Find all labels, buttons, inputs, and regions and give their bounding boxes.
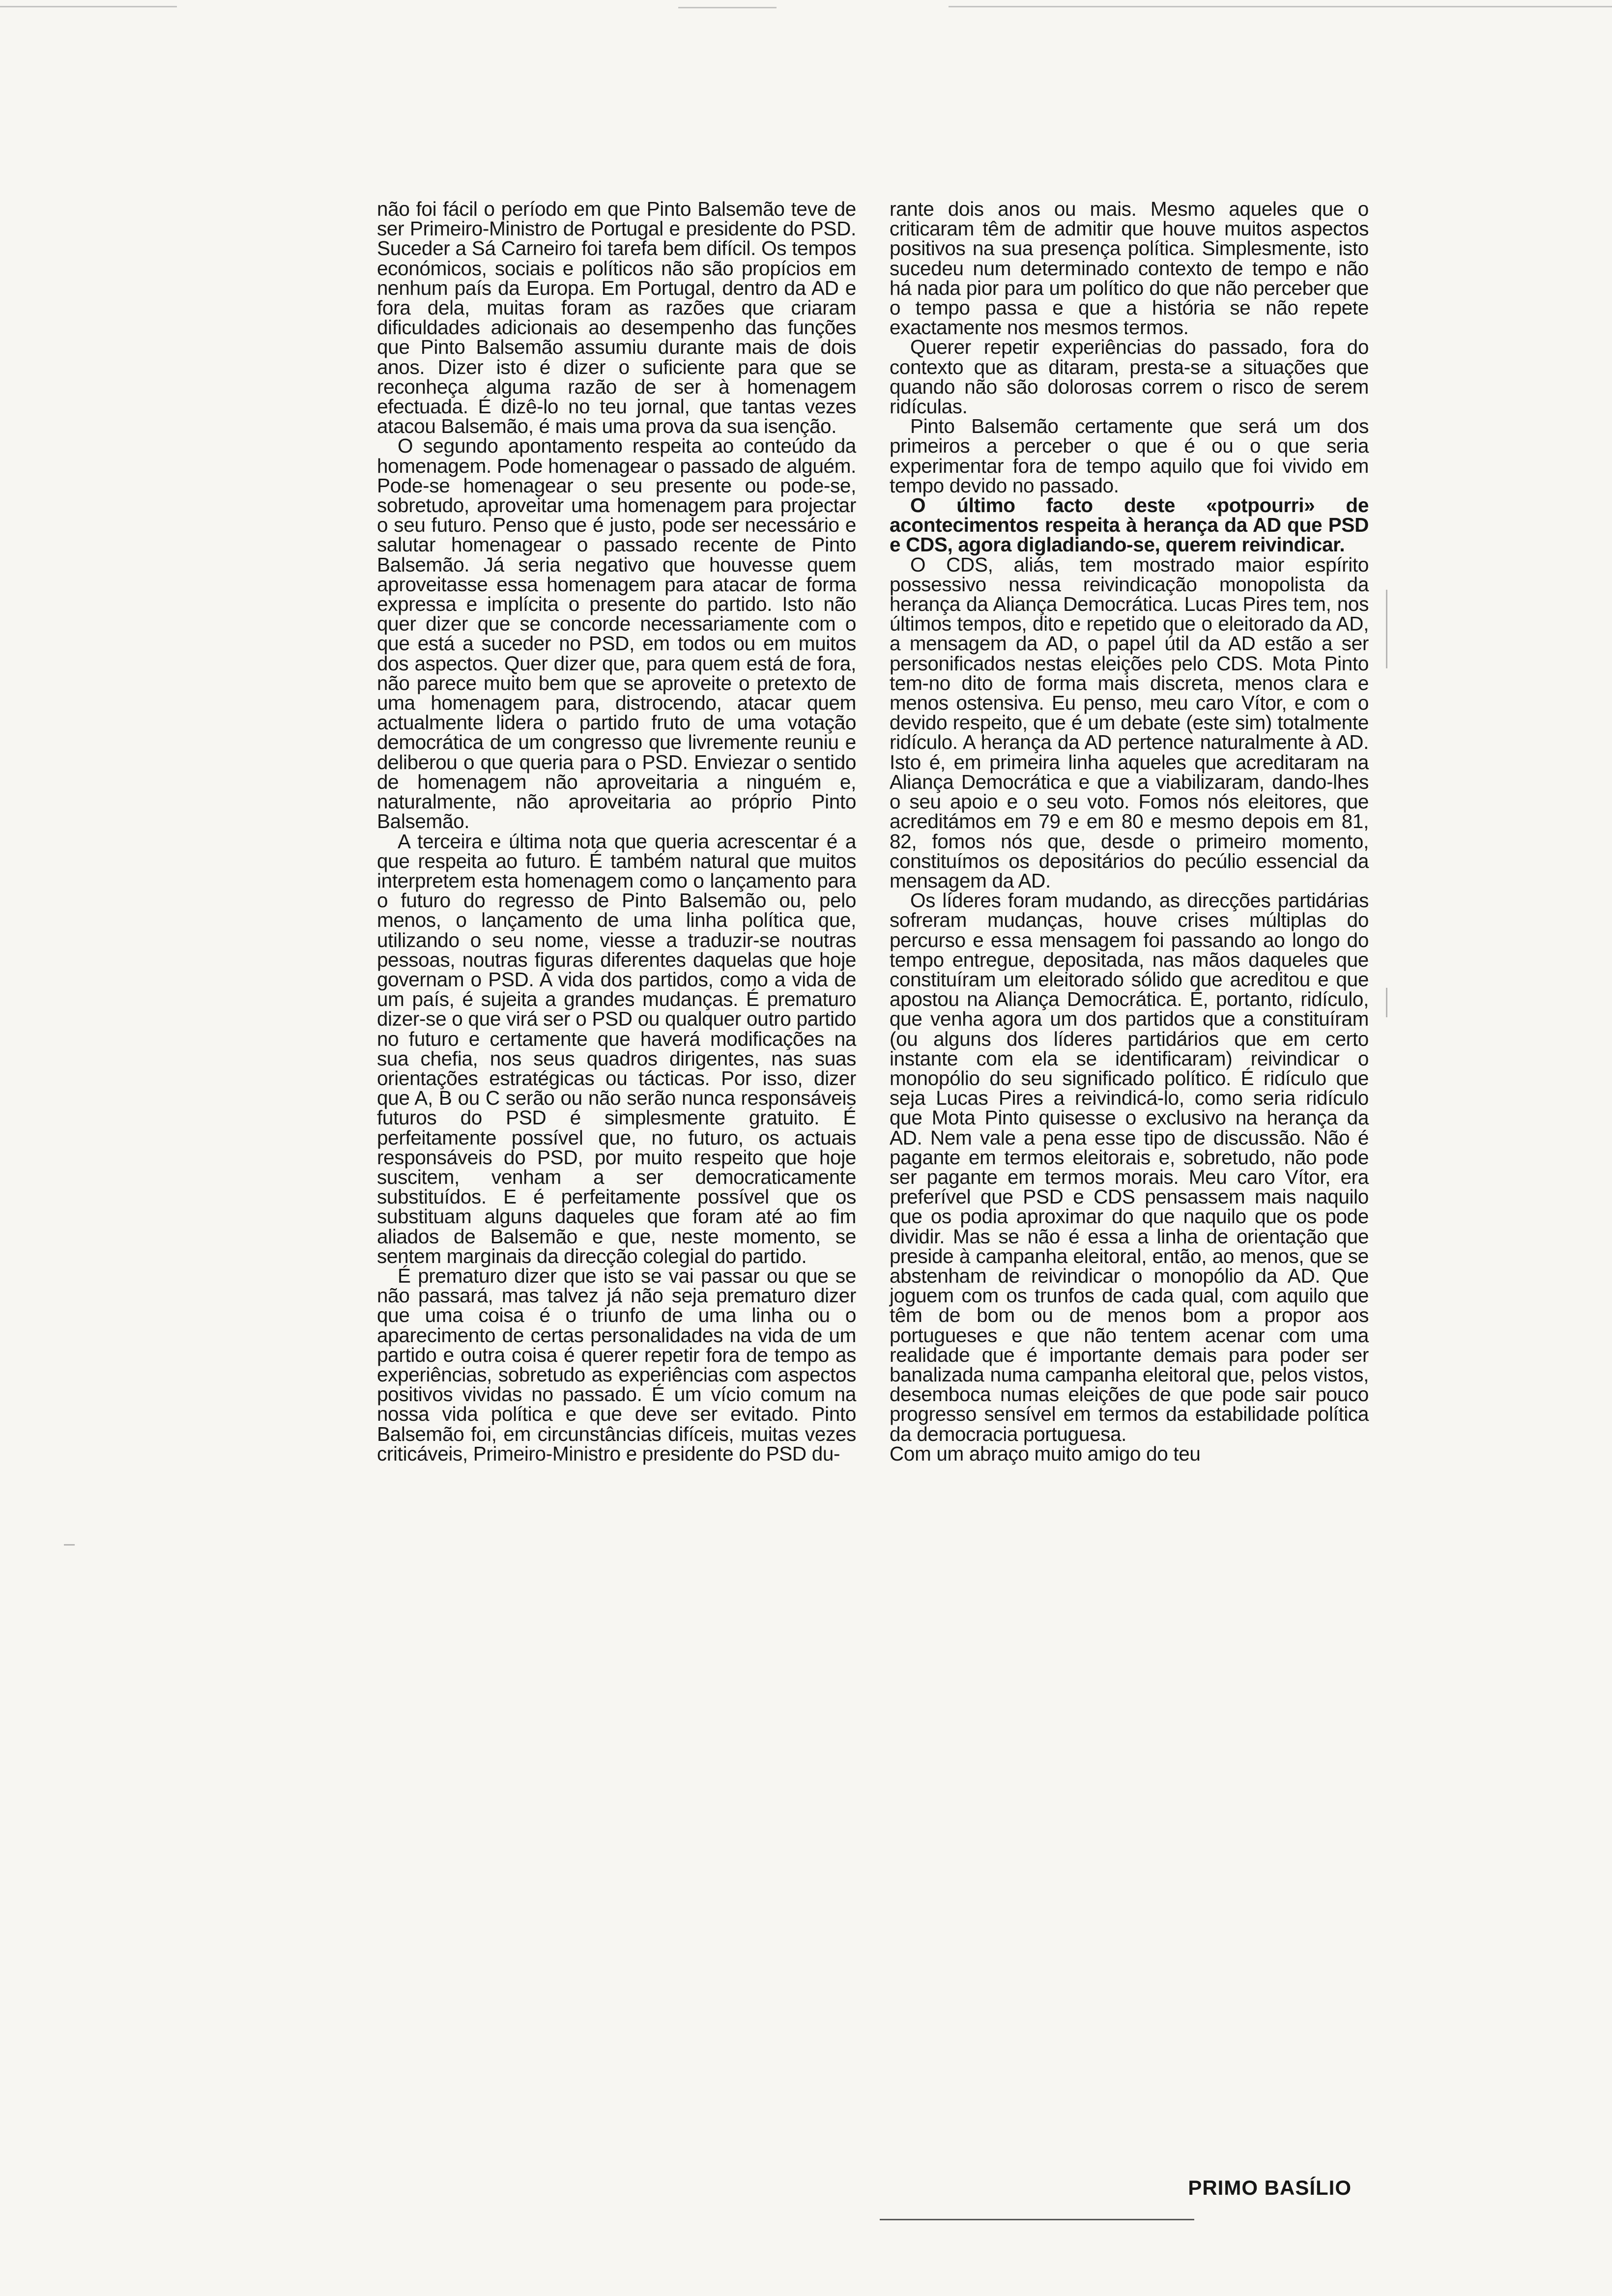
article-paragraph: A terceira e última nota que queria acrescentar é a que respeita ao futuro. É também natural que muitos interpretem esta homenagem como o lançamento para o futuro do regresso de Pinto Balsemão ou, pelo menos, o lançamento de uma linha política que, utilizando o seu nome, viesse a traduzir-se noutras pessoas, noutras figuras diferentes daquelas que hoje governam o PSD. A vida dos partidos, como a vida de um país, é sujeita a grandes mudanças. É prematuro dizer-se o que virá ser o PSD ou qualquer outro partido no futuro e certamente que haverá modificações na sua chefia, nos seus quadros dirigentes, nas suas orientações estratégicas ou tácticas. Por isso, dizer que A, B ou C serão ou não serão nunca responsáveis futuros do PSD é simplesmente gratuito. É perfeitamente possível que, no futuro, os actuais responsáveis do PSD, por muito respeito que hoje suscitem, venham a ser democraticamente substituídos. E é perfeitamente possível que os substituam alguns daqueles que foram até ao fim aliados de Balsemão e que, neste momento, se sentem marginais da direcção colegial do partido. — [377, 830, 856, 1267]
article-column-right — [890, 199, 1369, 1464]
article-paragraph: Pinto Balsemão certamente que será um dos primeiros a perceber o que é ou o que seria experimentar fora de tempo aquilo que foi vivido em tempo devido no passado. — [890, 415, 1369, 497]
article-paragraph: Querer repetir experiências do passado, fora do contexto que as ditaram, presta-se a situações que quando não são dolorosas correm o risco de serem ridículas. — [890, 336, 1369, 418]
article-paragraph: não foi fácil o período em que Pinto Balsemão teve de ser Primeiro-Ministro de Portugal e presidente do PSD. Suceder a Sá Carneiro foi tarefa bem difícil. Os tempos económicos, sociais e políticos não são propícios em nenhum país da Europa. Em Portugal, dentro da AD e fora dela, muitas foram as razões que criaram dificuldades adicionais ao desempenho das funções que Pinto Balsemão assumiu durante mais de dois anos. Dizer isto é dizer o suficiente para que se reconheça alguma razão de ser à homenagem efectuada. É dizê-lo no teu jornal, que tantas vezes atacou Balsemão, é mais uma prova da sua isenção. — [377, 198, 856, 438]
closing-line: Com um abraço muito amigo do teu — [890, 1442, 1201, 1465]
scan-edge-line — [678, 7, 777, 8]
article-paragraph: rante dois anos ou mais. Mesmo aqueles que o criticaram têm de admitir que houve muitos aspectos positivos na sua presença política. Simplesmente, isto sucedeu num determinado contexto de tempo e não há nada pior para um político do que não perceber que o tempo passa e que a história se não repete exactamente nos mesmos termos. — [890, 198, 1369, 339]
article-paragraph: O CDS, aliás, tem mostrado maior espírito possessivo nessa reivindicação monopolista da herança da Aliança Democrática. Lucas Pires tem, nos últimos tempos, dito e repetido que o eleitorado da AD, a mensagem da AD, o papel útil da AD estão a ser personificados nestas eleições pelo CDS. Mota Pinto tem-no dito de forma mais discreta, menos clara e menos ostensiva. Eu penso, meu caro Vítor, e com o devido respeito, que é um debate (este sim) totalmente ridículo. A herança da AD pertence naturalmente à AD. Isto é, em primeira linha aqueles que acreditaram na Aliança Democrática e que a viabilizaram, dando-lhes o seu apoio e o seu voto. Fomos nós eleitores, que acreditámos em 79 e em 80 e mesmo depois em 81, 82, fomos nós que, desde o primeiro momento, constituímos os depositários do pecúlio essencial da mensagem da AD. — [890, 553, 1369, 892]
scan-margin-mark — [1386, 988, 1387, 1017]
scan-margin-mark — [64, 1544, 75, 1546]
scan-edge-line — [0, 6, 177, 7]
article-column-left — [377, 199, 856, 1464]
author-signature: PRIMO BASÍLIO — [1188, 2176, 1352, 2199]
scan-edge-line — [949, 6, 1612, 7]
bottom-rule — [880, 2219, 1194, 2220]
article-paragraph: O segundo apontamento respeita ao conteúdo da homenagem. Pode homenagear o passado de alguém. Pode-se homenagear o seu presente ou pode-se, sobretudo, aproveitar uma homenagem para projectar o seu futuro. Penso que é justo, pode ser necessário e salutar homenagear o passado recente de Pinto Balsemão. Já seria negativo que houvesse quem aproveitasse essa homenagem para atacar de forma expressa e implícita o presente do partido. Isto não quer dizer que se concorde necessariamente com o que está a suceder no PSD, em todos ou em muitos dos aspectos. Quer dizer que, para quem está de fora, não parece muito bem que se aproveite o pretexto de uma homenagem para, distrocendo, atacar quem actualmente lidera o partido fruto de uma votação democrática de um congresso que livremente reuniu e deliberou o que queria para o PSD. Enviezar o sentido de homenagem não aproveitaria a ninguém e, naturalmente, não aproveitaria ao próprio Pinto Balsemão. — [377, 434, 856, 833]
article-paragraph: É prematuro dizer que isto se vai passar ou que se não passará, mas talvez já não seja prematuro dizer que uma coisa é o triunfo de uma linha ou o aparecimento de certas personalidades na vida de um partido e outra coisa é querer repetir fora de tempo as experiências, sobretudo as experiências com aspectos positivos vividas no passado. É um vício comum na nossa vida política e que deve ser evitado. Pinto Balsemão foi, em circunstâncias difíceis, muitas vezes criticáveis, Primeiro-Ministro e presidente do PSD du- — [377, 1264, 856, 1465]
article-bold-lead: O último facto deste «potpourri» de acontecimentos respeita à herança da AD que PSD e CDS, agora digladiando-se, querem reivindicar. — [890, 494, 1369, 556]
article-paragraph: Os líderes foram mudando, as direcções partidárias sofreram mudanças, houve crises múltiplas do percurso e essa mensagem foi passando ao longo do tempo entregue, depositada, nas mãos daqueles que constituíram um eleitorado sólido que acreditou e que apostou na Aliança Democrática. É, portanto, ridículo, que venha agora um dos partidos que a constituíram (ou alguns dos líderes partidários que em certo instante com ela se identificaram) reivindicar o monopólio do seu significado político. É ridículo que seja Lucas Pires a reivindicá-lo, como seria ridículo que Mota Pinto quisesse o exclusivo na herança da AD. Nem vale a pena esse tipo de discussão. Não é pagante em termos eleitorais e, sobretudo, não pode ser pagante em termos morais. Meu caro Vítor, era preferível que PSD e CDS pensassem mais naquilo que os podia aproximar do que naquilo que os pode dividir. Mas se não é essa a linha de orientação que preside à campanha eleitoral, então, ao menos, que se abstenham de reivindicar o monopólio da AD. Que joguem com os trunfos de cada qual, com aquilo que têm de bom ou de menos bom a propor aos portugueses e que não tentem acenar com uma realidade que é importante demais para poder ser banalizada numa campanha eleitoral que, pelos vistos, desemboca numas eleições de que pode sair pouco progresso sensível em termos da estabilidade política da democracia portuguesa. — [890, 889, 1369, 1445]
scan-margin-mark — [1386, 590, 1387, 668]
